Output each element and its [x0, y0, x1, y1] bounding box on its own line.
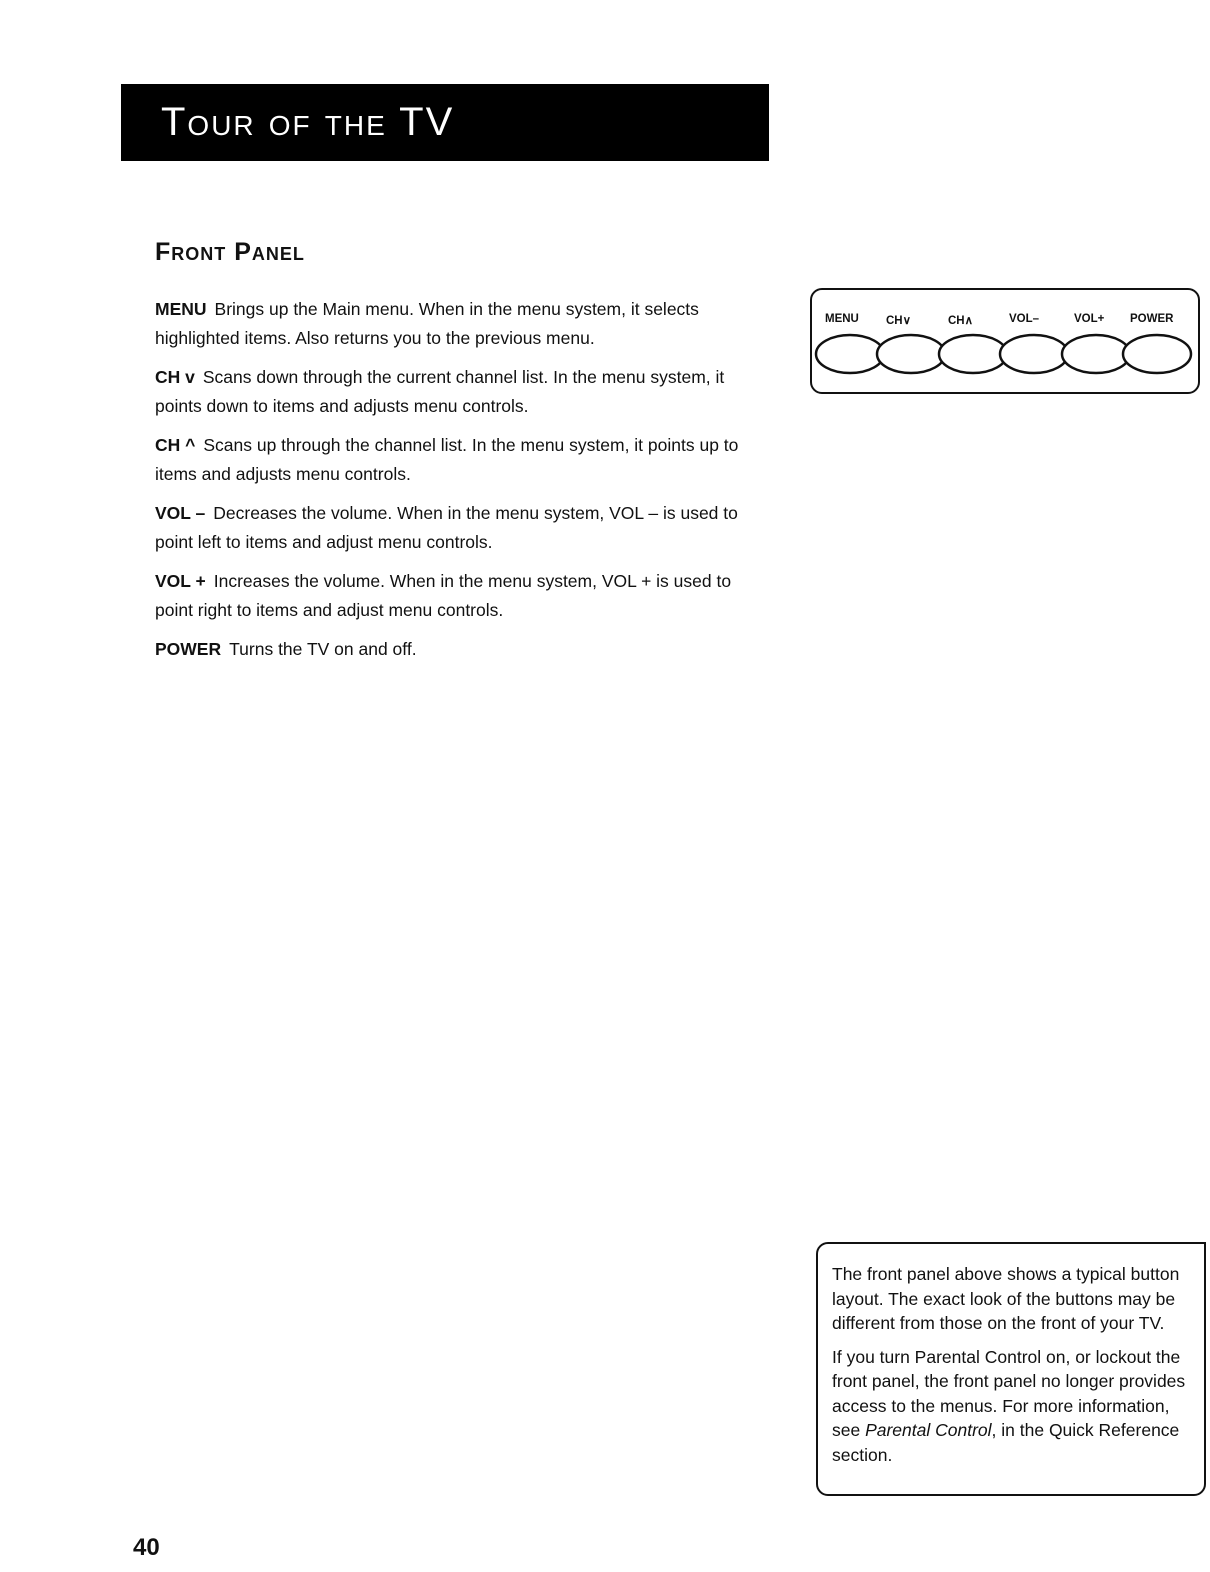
- description-vol-down: [155, 499, 770, 557]
- panel-label-vol-up: VOL+: [1074, 313, 1105, 325]
- note-paragraph-2-text: If you turn Parental Control on, or lockout the front panel, the front panel no longer provides access to the menus. For more information, see: [832, 1346, 1186, 1440]
- button-ch-up-shape: [939, 335, 1007, 373]
- panel-label-ch-down: CH∨: [886, 315, 912, 327]
- panel-buttons: [812, 332, 1200, 392]
- term-ch-down: CH v: [155, 367, 195, 387]
- button-ch-down-shape: [877, 335, 945, 373]
- panel-label-menu: MENU: [825, 313, 859, 325]
- term-power: POWER: [155, 639, 222, 659]
- definition-power: Turns the TV on and off.: [229, 639, 417, 659]
- note-reference: Parental Control: [865, 1420, 992, 1440]
- description-power: [155, 635, 770, 664]
- front-panel-diagram: [810, 288, 1200, 394]
- page-title: Tour of the TV: [161, 100, 455, 144]
- note-paragraph-2: [832, 1345, 1194, 1468]
- section-heading: Front Panel: [155, 238, 305, 266]
- button-vol-up-shape: [1062, 335, 1130, 373]
- term-vol-down: VOL –: [155, 503, 206, 523]
- button-menu-shape: [816, 335, 884, 373]
- description-ch-up: [155, 431, 770, 489]
- term-vol-up: VOL +: [155, 571, 206, 591]
- note-box: [816, 1242, 1206, 1496]
- description-menu: [155, 295, 770, 353]
- button-descriptions: [155, 295, 770, 674]
- page-number: 40: [133, 1534, 160, 1561]
- term-menu: MENU: [155, 299, 207, 319]
- definition-vol-down: Decreases the volume. When in the menu system, VOL – is used to point left to items and adjust menu controls.: [155, 503, 738, 552]
- button-vol-down-shape: [1000, 335, 1068, 373]
- button-power-shape: [1123, 335, 1191, 373]
- panel-label-vol-down: VOL–: [1009, 313, 1040, 325]
- term-ch-up: CH ^: [155, 435, 196, 455]
- description-ch-down: [155, 363, 770, 421]
- note-paragraph-2-end: , in the Quick Reference section.: [832, 1420, 1180, 1465]
- definition-vol-up: Increases the volume. When in the menu system, VOL + is used to point right to items and adjust menu controls.: [155, 571, 732, 620]
- description-vol-up: [155, 567, 770, 625]
- definition-menu: Brings up the Main menu. When in the menu system, it selects highlighted items. Also returns you to the previous menu.: [155, 299, 699, 348]
- definition-ch-up: Scans up through the channel list. In the menu system, it points up to items and adjusts menu controls.: [155, 435, 739, 484]
- title-bar: [121, 84, 769, 161]
- note-paragraph-1: The front panel above shows a typical button layout. The exact look of the buttons may be different from those on the front of your TV.: [832, 1264, 1180, 1333]
- panel-label-ch-up: CH∧: [948, 315, 974, 327]
- panel-label-power: POWER: [1130, 313, 1174, 325]
- front-panel-labels: [812, 313, 1198, 329]
- definition-ch-down: Scans down through the current channel list. In the menu system, it points down to items and adjusts menu controls.: [155, 367, 725, 416]
